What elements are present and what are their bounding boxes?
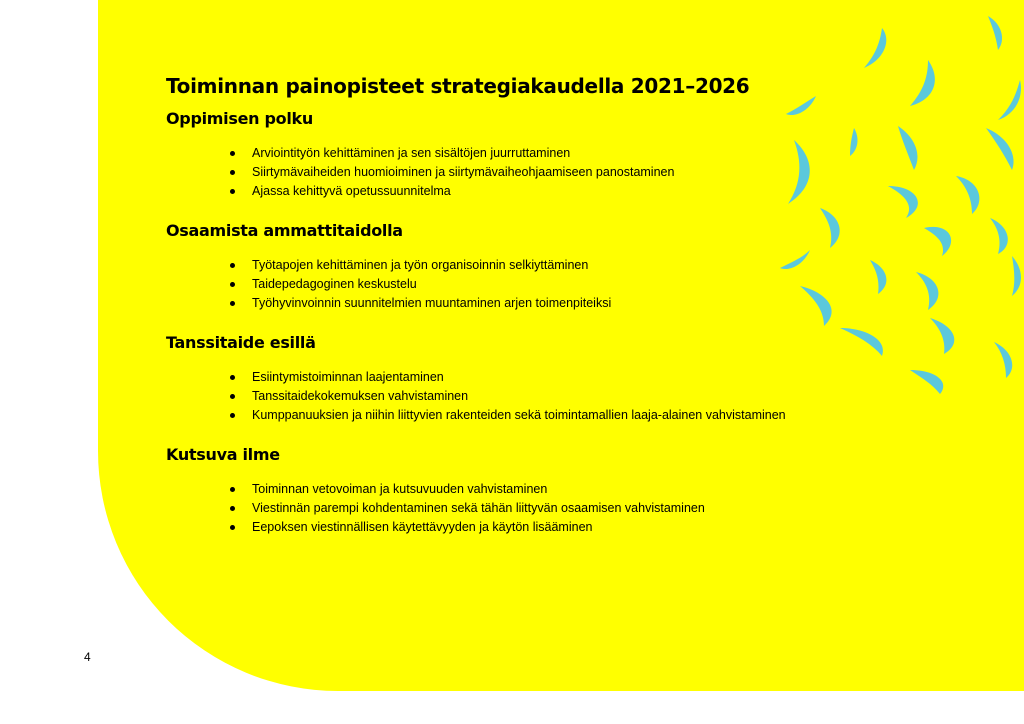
list-item: Eepoksen viestinnällisen käytettävyyden ja käytön lisääminen [228,518,966,537]
section-kutsuva-ilme [166,442,966,537]
section-heading: Oppimisen polku [166,109,313,128]
section-tanssitaide-esilla [166,330,966,425]
section-heading: Osaamista ammattitaidolla [166,221,403,240]
list-item: Siirtymävaiheiden huomioiminen ja siirtymävaiheohjaamiseen panostaminen [228,163,966,182]
section-heading: Kutsuva ilme [166,445,280,464]
list-item: Taidepedagoginen keskustelu [228,275,966,294]
section-heading: Tanssitaide esillä [166,333,316,352]
list-item: Arviointityön kehittäminen ja sen sisältöjen juurruttaminen [228,144,966,163]
list-item: Viestinnän parempi kohdentaminen sekä tähän liittyvän osaamisen vahvistaminen [228,499,966,518]
list-item: Ajassa kehittyvä opetussuunnitelma [228,182,966,201]
list-item: Toiminnan vetovoiman ja kutsuvuuden vahvistaminen [228,480,966,499]
page-title: Toiminnan painopisteet strategiakaudella 2021–2026 [166,74,750,98]
list-item: Esiintymistoiminnan laajentaminen [228,368,966,387]
page-number: 4 [84,650,91,664]
bullet-list [166,368,966,425]
bullet-list [166,144,966,201]
main-content [166,70,966,537]
section-osaamista-ammattitaidolla [166,218,966,313]
bullet-list [166,480,966,537]
list-item: Työhyvinvoinnin suunnitelmien muuntaminen arjen toimenpiteiksi [228,294,966,313]
list-item: Työtapojen kehittäminen ja työn organisoinnin selkiyttäminen [228,256,966,275]
list-item: Kumppanuuksien ja niihin liittyvien rakenteiden sekä toimintamallien laaja-alainen vahvistaminen [228,406,966,425]
bullet-list [166,256,966,313]
section-oppimisen-polku [166,106,966,201]
list-item: Tanssitaidekokemuksen vahvistaminen [228,387,966,406]
